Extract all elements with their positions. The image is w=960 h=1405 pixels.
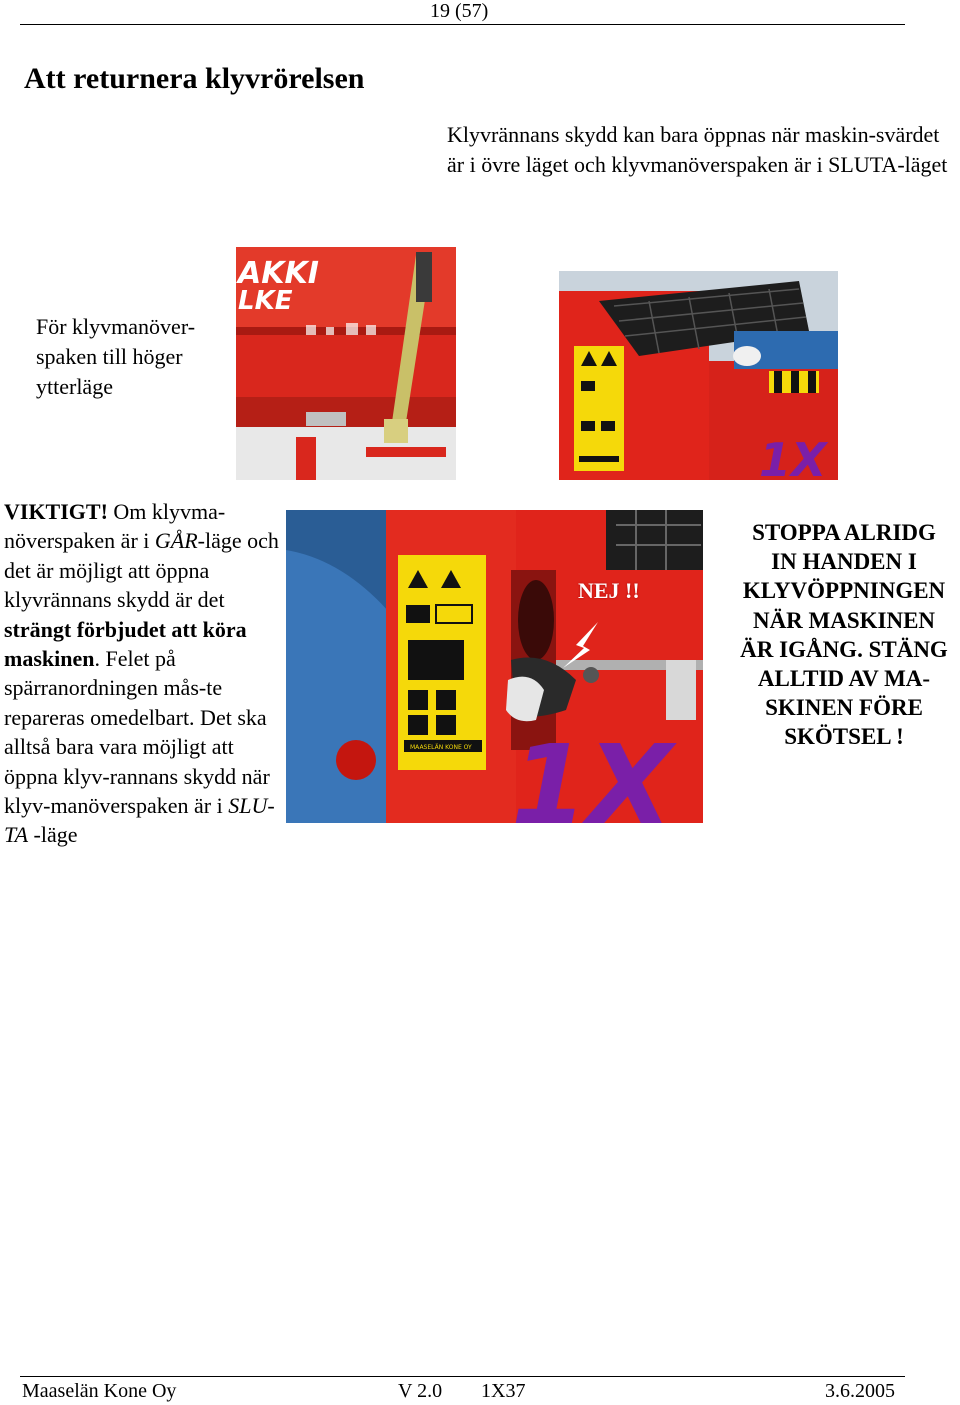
header-rule [20,24,905,25]
photo3-label: NEJ !! [578,578,640,603]
important-text: -läge och det är möjligt att öppna klyvrännans skydd är det [4,528,279,613]
important-text: -läge [28,822,78,848]
warning-line: SKINEN FÖRE [765,695,923,721]
page-number: 19 (57) [430,0,489,22]
important-text-italic: GÅR [154,528,198,554]
photo-hand-warning [286,510,703,823]
intro-paragraph: Klyvrännans skydd kan bara öppnas när maskin-svärdet är i övre läget och klyvmanöverspaken är i SLUTA-läget [447,122,948,177]
photo3-sticker: MAASELÄN KONE OY [410,744,472,751]
important-text: . Felet på spärranordningen mås-te repareras omedelbart. Det ska alltså bara vara möjligt att öppna klyv-rannans skydd när klyv-manöverspaken är i [4,646,270,819]
footer-date: 3.6.2005 [825,1380,895,1402]
photo3-decal: 1X [511,721,673,823]
important-paragraph [4,497,279,850]
warning-line: IN HANDEN I [771,549,917,575]
page-title: Att returnera klyvrörelsen [24,62,365,95]
warning-line: STOPPA ALRIDG [752,520,936,545]
important-text-bold: strängt förbjudet att köra maskinen [4,616,247,672]
lever-caption-line: För klyvmanöver- [36,314,196,339]
photo-guard [559,271,838,480]
photo1-brand-text: AKKI [238,256,319,291]
footer-rule [20,1376,905,1377]
photo-lever [236,247,456,480]
footer-company: Maaselän Kone Oy [22,1380,177,1402]
warning-line: KLYVÖPPNINGEN [742,578,946,604]
photo2-decal: 1X [759,433,827,480]
warning-notice [724,518,960,752]
footer-version: V 2.0 [398,1380,443,1402]
important-text-italic: SLU-TA [4,793,275,848]
important-text: Om klyvma-növerspaken är i [4,499,226,554]
warning-line: ÄR IGÅNG. STÄNG [740,636,948,662]
lever-caption-line: ytterläge [36,374,113,399]
important-lead: VIKTIGT! [4,499,108,524]
warning-line: ALLTID AV MA- [757,666,931,692]
lever-caption [36,312,236,402]
lever-caption-line: spaken till höger [36,344,183,369]
photo1-brand-text: LKE [238,286,293,316]
warning-line: NÄR MASKINEN [752,607,936,633]
footer-model: 1X37 [481,1380,526,1402]
warning-line: SKÖTSEL ! [784,724,904,750]
